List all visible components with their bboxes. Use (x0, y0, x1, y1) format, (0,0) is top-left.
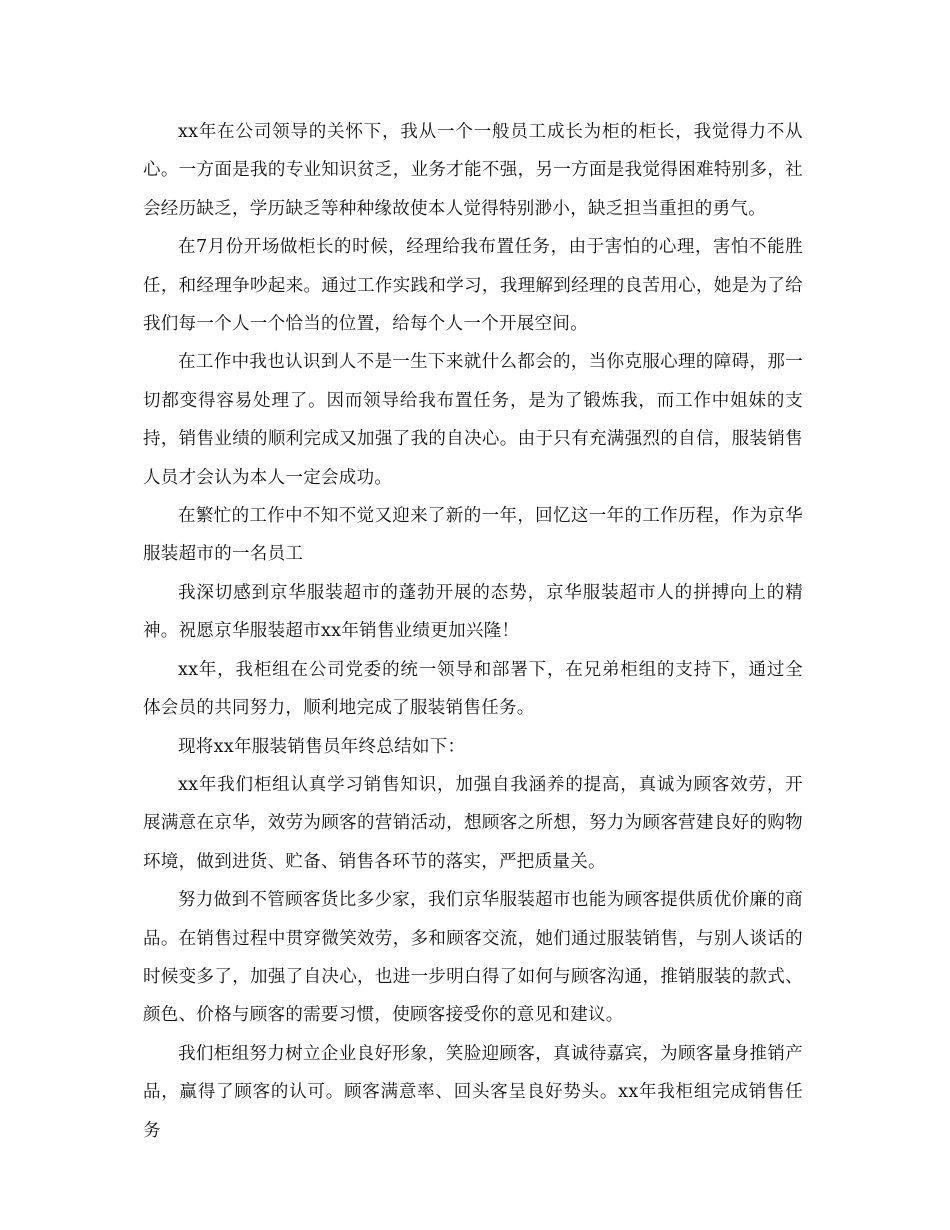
paragraph-1: xx年在公司领导的关怀下，我从一个一般员工成长为柜的柜长，我觉得力不从心。一方面是我的专业知识贫乏，业务才能不强，另一方面是我觉得困难特别多，社会经历缺乏，学历缺乏等种种缘故使本人觉得特别渺小，缺乏担当重担的勇气。 (143, 122, 803, 219)
paragraph-4: 在繁忙的工作中不知不觉又迎来了新的一年，回忆这一年的工作历程，作为京华服装超市的一名员工 (143, 506, 803, 565)
paragraph-10: 我们柜组努力树立企业良好形象，笑脸迎顾客，真诚待嘉宾，为顾客量身推销产品，赢得了顾客的认可。顾客满意率、回头客呈良好势头。xx年我柜组完成销售任务 (143, 1043, 803, 1141)
paragraph-3: 在工作中我也认识到人不是一生下来就什么都会的，当你克服心理的障碍，那一切都变得容易处理了。因而领导给我布置任务，是为了锻炼我，而工作中姐妹的支持，销售业绩的顺利完成又加强了我的自决心。由于只有充满强烈的自信，服装销售人员才会认为本人一定会成功。 (143, 352, 803, 488)
paragraph-6: xx年，我柜组在公司党委的统一领导和部署下，在兄弟柜组的支持下，通过全体会员的共同努力，顺利地完成了服装销售任务。 (143, 659, 803, 719)
paragraph-7: 现将xx年服装销售员年终总结如下： (178, 736, 466, 757)
paragraph-5: 我深切感到京华服装超市的蓬勃开展的态势，京华服装超市人的拼搏向上的精神。祝愿京华服装超市xx年销售业绩更加兴隆！ (143, 582, 803, 642)
paragraph-2: 在7月份开场做柜长的时候，经理给我布置任务，由于害怕的心理，害怕不能胜任，和经理争吵起来。通过工作实践和学习，我理解到经理的良苦用心，她是为了给我们每一个人一个恰当的位置，给每个人一个开展空间。 (143, 237, 803, 335)
paragraph-8: xx年我们柜组认真学习销售知识，加强自我涵养的提高，真诚为顾客效劳，开展满意在京华，效劳为顾客的营销活动，想顾客之所想，努力为顾客营建良好的购物环境，做到进货、贮备、销售各环节的落实，严把质量关。 (143, 774, 803, 872)
document-body (143, 113, 803, 1150)
paragraph-9: 努力做到不管顾客货比多少家，我们京华服装超市也能为顾客提供质优价廉的商品。在销售过程中贯穿微笑效劳，多和顾客交流，她们通过服装销售，与别人谈话的时候变多了，加强了自决心，也进一步明白得了如何与顾客沟通，推销服装的款式、颜色、价格与顾客的需要习惯，使顾客接受你的意见和建议。 (143, 890, 803, 1026)
